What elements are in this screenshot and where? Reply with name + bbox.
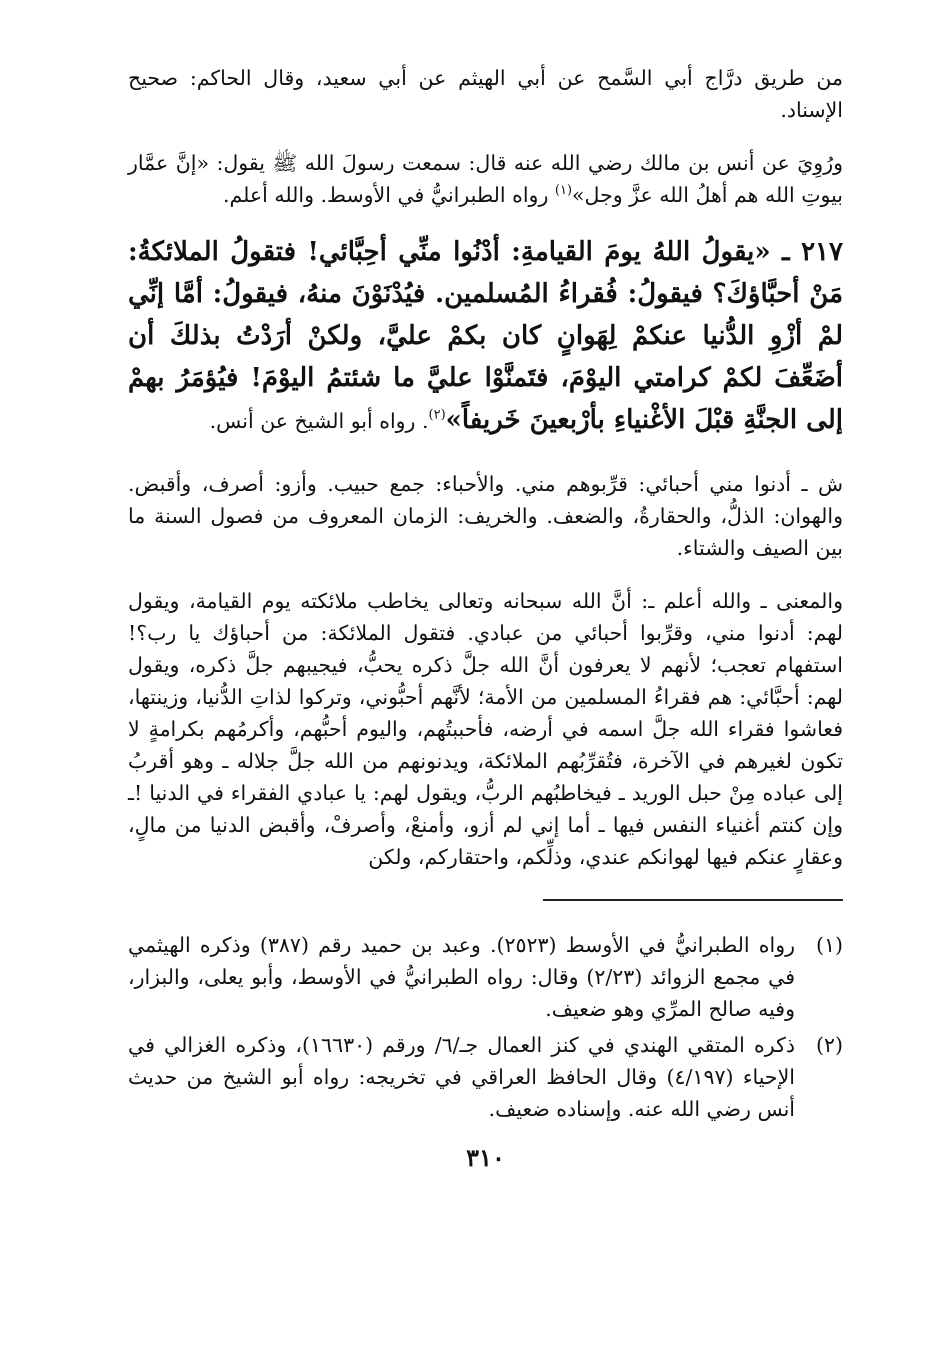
hadith-217	[128, 231, 843, 442]
footnote-1	[128, 929, 843, 1025]
footnote-text: رواه الطبرانيُّ في الأوسط (٢٥٢٣). وعبد بن حميد رقم (٣٨٧) وذكره الهيثمي في مجمع الزوائد (٢/٢٣) وقال: رواه الطبرانيُّ في الأوسط، وأبو يعلى، والبزار، وفيه صالح المرِّي وهو ضعيف.	[128, 932, 796, 1021]
paragraph-vocabulary: ش ـ أدنوا مني أحبائي: قرِّبوهم مني. والأحباء: جمع حبيب. وأزو: أصرف، وأقبض. والهوان: الذلُّ، والحقارةُ، والضعف. والخريف: الزمان المعروف من فصول السنة ما بين الصيف والشتاء.	[128, 472, 843, 560]
narration-text: ورُوِيَ عن أنس بن مالك رضي الله عنه قال: سمعت رسولَ الله ﷺ يقول: «إنَّ عمَّار بيوتِ الله هم أهلُ الله عزَّ وجل»	[128, 150, 843, 207]
paragraph-intro: من طريق درَّاج أبي السَّمح عن أبي الهيثم عن أبي سعيد، وقال الحاكم: صحيح الإسناد.	[128, 66, 843, 122]
footnote-text: ذكره المتقي الهندي في كنز العمال جـ/٦/ ورقم (١٦٦٣٠)، وذكره الغزالي في الإحياء (٤/١٩٧) وقال الحافظ العراقي في تخريجه: رواه أبو الشيخ من حديث أنس رضي الله عنه. وإسناده ضعيف.	[128, 1032, 795, 1121]
footnote-2	[128, 1029, 843, 1125]
footnote-separator	[543, 899, 843, 901]
book-page	[128, 62, 843, 1360]
page-number: ٣١٠	[466, 1142, 505, 1172]
footnote-number: (٢)	[815, 1032, 843, 1057]
hadith-source: . رواه أبو الشيخ عن أنس.	[209, 409, 429, 433]
footnote-ref-2[interactable]: (٢)	[428, 407, 446, 423]
footnote-number: (١)	[815, 932, 843, 957]
paragraph-anas-narration	[128, 147, 843, 211]
footnote-ref-1[interactable]: (١)	[554, 182, 573, 198]
hadith-text: ٢١٧ ـ «يقولُ اللهُ يومَ القيامةِ: أدْنُوا منِّي أحِبَّائي! فتقولُ الملائكةُ: مَنْ أحبَّاؤكَ؟ فيقولُ: فُقراءُ المُسلمين. فيُدْنَوْنَ منهُ، فيقولُ: أمَّا إنِّي لمْ أزْوِ الدُّنيا عنكمْ لِهَوانٍ كان بكمْ عليَّ، ولكنْ أرَدْتُ بذلكَ أن أضَعِّفَ لكمْ كرامتي اليوْمَ، فتَمنَّوْا عليَّ ما شئتمُ اليوْمَ! فيُؤمَرُ بهمْ إلى الجنَّةِ قبْلَ الأغْنياءِ بأرْبعينَ خَريفاً»	[128, 237, 843, 435]
narration-source: رواه الطبرانيُّ في الأوسط. والله أعلم.	[222, 182, 555, 207]
paragraph-meaning: والمعنى ـ والله أعلم ـ: أنَّ الله سبحانه وتعالى يخاطب ملائكته يوم القيامة، ويقول لهم: أدنوا مني، وقرِّبوا أحبائي من عبادي. فتقول الملائكة: من أحباؤك يا رب؟! استفهام تعجب؛ لأنهم لا يعرفون أنَّ الله جلَّ ذكره يحبُّ، فيجيبهم جلَّ ذكره، ويقول لهم: أحبَّائي: هم فقراءُ المسلمين من الأمة؛ لأنَّهم أحبُّوني، وتركوا لذاتِ الدُّنيا، وزينتها، فعاشوا فقراء الله جلَّ اسمه في أرضه، فأحببتُهم، واليوم أحبُّهم، وأكرمُهم بكرامةٍ لا تكون لغيرهم في الآخرة، فتُقرِّبُهم الملائكة، ويدنونهم من الله جلَّ جلاله ـ وهو أقربُ إلى عباده مِنْ حبل الوريد ـ فيخاطبُهم الربُّ، ويقول لهم: يا عبادي الفقراء في الدنيا !ـ وإن كنتم أغنياء النفس فيها ـ أما إني لم أزو، وأمنعْ، وأصرفْ، وأقبض الدنيا من مالٍ، وعقارٍ عنكم فيها لهوانكم عندي، وذلِّكم، واحتقاركم، ولكن	[128, 588, 843, 869]
footnotes	[128, 929, 843, 1125]
